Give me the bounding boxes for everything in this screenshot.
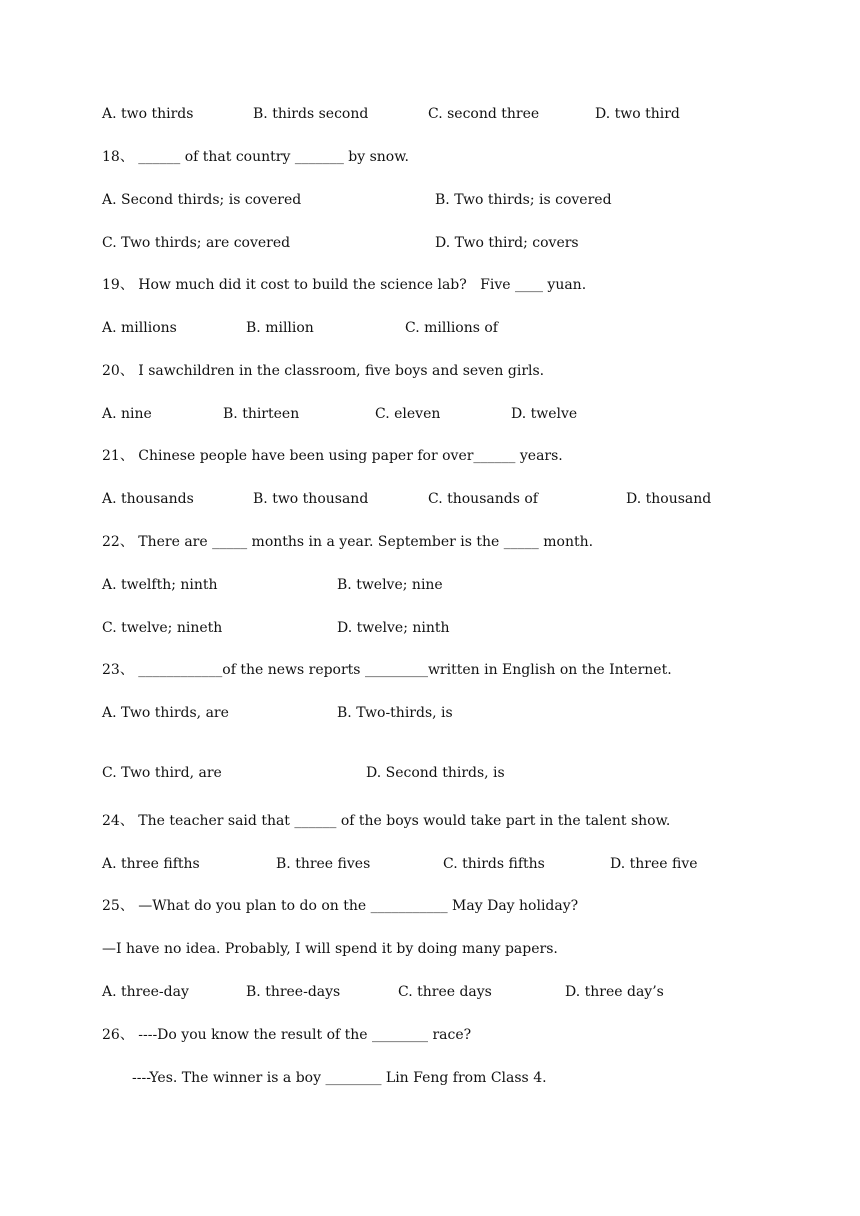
option-b: B. three-days [246, 984, 341, 1000]
option-d: D. three day’s [565, 984, 664, 1000]
question-22: 22、 There are _____ months in a year. September is the _____ month. [102, 534, 594, 550]
option-c: C. second three [428, 106, 540, 122]
option-a: A. twelfth; ninth [102, 577, 218, 593]
option-a: A. three fifths [102, 856, 200, 872]
option-d: D. three five [610, 856, 698, 872]
option-b: B. twelve; nine [337, 577, 443, 593]
option-d: D. twelve [511, 406, 578, 422]
option-b: B. million [246, 320, 314, 336]
option-c: C. thirds fifths [443, 856, 545, 872]
question-26: 26、 ----Do you know the result of the ________ race? [102, 1027, 472, 1043]
option-d: D. two third [595, 106, 680, 122]
question-24: 24、 The teacher said that ______ of the boys would take part in the talent show. [102, 813, 671, 829]
option-a: A. three-day [102, 984, 189, 1000]
option-b: B. thirteen [223, 406, 300, 422]
question-23: 23、 ____________of the news reports _________written in English on the Internet. [102, 662, 672, 678]
option-b: B. three fives [276, 856, 371, 872]
option-c: C. Two thirds; are covered [102, 235, 291, 251]
option-a: A. millions [102, 320, 177, 336]
option-d: D. Two third; covers [435, 235, 579, 251]
option-c: C. eleven [375, 406, 441, 422]
option-c: C. three days [398, 984, 492, 1000]
option-b: B. two thousand [253, 491, 369, 507]
question-20: 20、 I sawchildren in the classroom, five boys and seven girls. [102, 363, 545, 379]
option-c: C. twelve; nineth [102, 620, 223, 636]
question-26-reply: ----Yes. The winner is a boy ________ Lin Feng from Class 4. [132, 1070, 547, 1086]
option-a: A. Two thirds, are [102, 705, 229, 721]
question-25: 25、 —What do you plan to do on the ___________ May Day holiday? [102, 898, 579, 914]
option-b: B. Two-thirds, is [337, 705, 453, 721]
option-a: A. thousands [102, 491, 194, 507]
question-18: 18、 ______ of that country _______ by snow. [102, 149, 409, 165]
option-c: C. thousands of [428, 491, 538, 507]
question-25-reply: —I have no idea. Probably, I will spend it by doing many papers. [102, 941, 558, 957]
option-d: D. thousand [626, 491, 712, 507]
question-19: 19、 How much did it cost to build the science lab? Five ____ yuan. [102, 277, 587, 293]
option-d: D. twelve; ninth [337, 620, 450, 636]
option-c: C. millions of [405, 320, 498, 336]
option-c: C. Two third, are [102, 765, 222, 781]
option-a: A. Second thirds; is covered [102, 192, 302, 208]
option-b: B. Two thirds; is covered [435, 192, 612, 208]
question-21: 21、 Chinese people have been using paper for over______ years. [102, 448, 563, 464]
option-b: B. thirds second [253, 106, 369, 122]
option-a: A. two thirds [102, 106, 194, 122]
option-d: D. Second thirds, is [366, 765, 505, 781]
option-a: A. nine [102, 406, 152, 422]
